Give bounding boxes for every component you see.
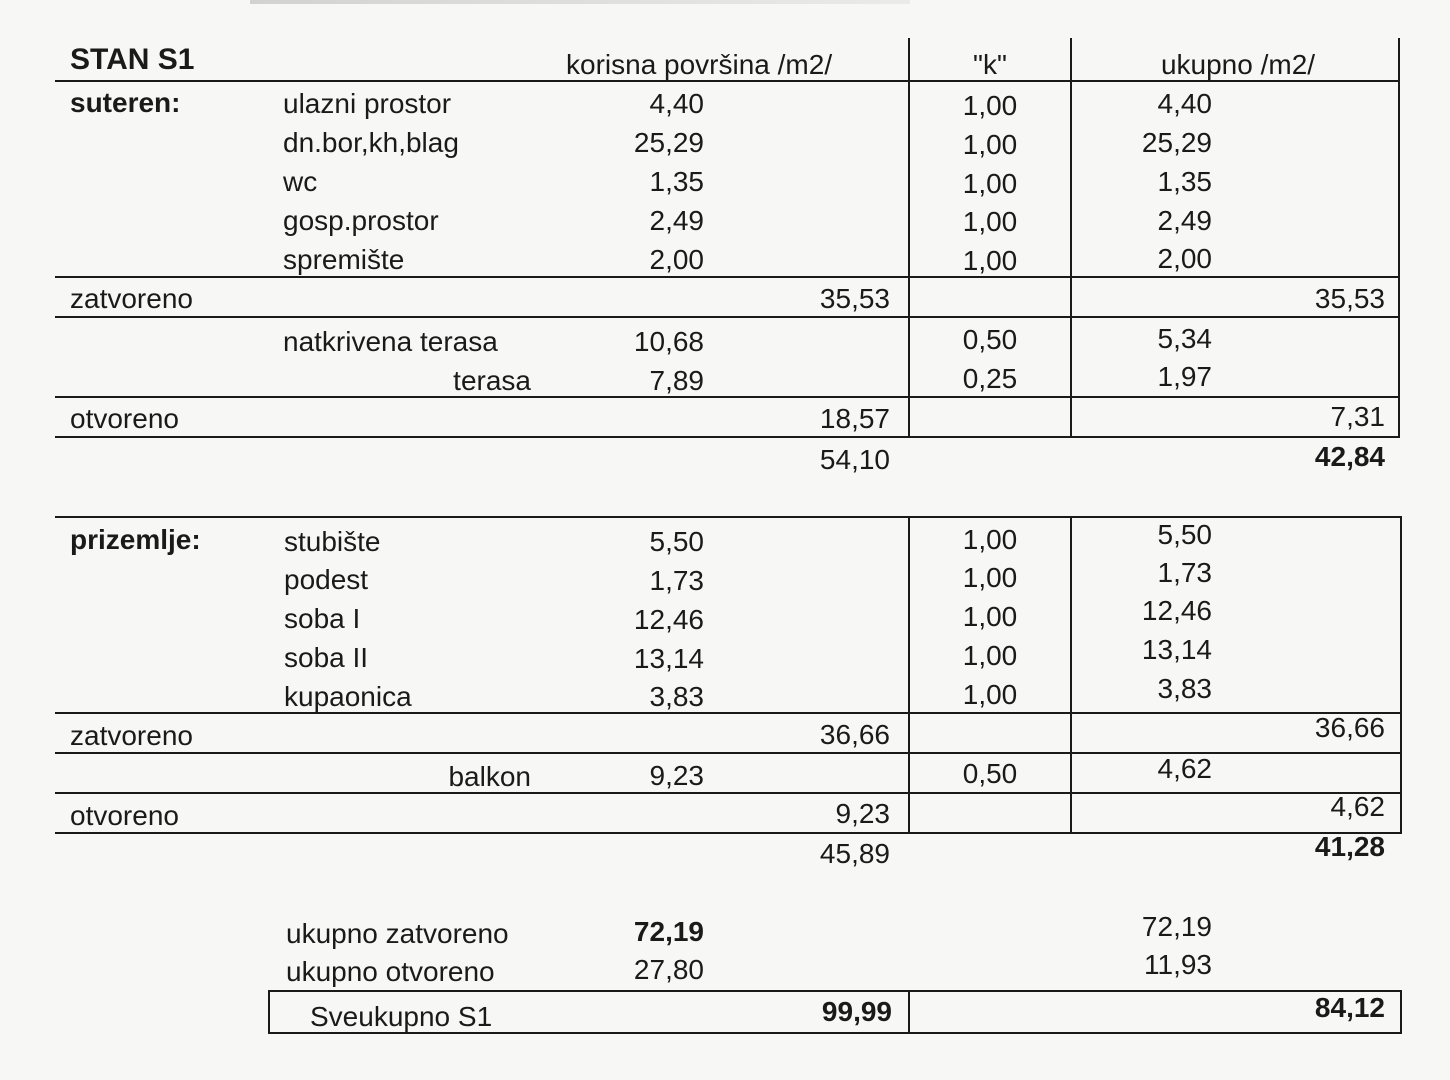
room-k: 1,00 xyxy=(962,90,1018,121)
summary-label: ukupno zatvoreno xyxy=(286,918,509,949)
column-divider xyxy=(1070,82,1072,276)
column-divider xyxy=(1070,712,1072,752)
row-rule xyxy=(55,792,1402,794)
column-divider xyxy=(1070,752,1072,792)
room-k: 1,00 xyxy=(962,679,1018,710)
room-total: 25,29 xyxy=(1141,127,1212,158)
summary-area: 27,80 xyxy=(633,954,704,985)
room-k: 1,00 xyxy=(962,206,1018,237)
room-name: podest xyxy=(284,564,369,595)
section-sum-area: 45,89 xyxy=(819,838,890,869)
room-total: 12,46 xyxy=(1141,595,1212,626)
grand-total-total: 84,12 xyxy=(1314,992,1385,1023)
column-divider xyxy=(908,516,910,712)
column-divider xyxy=(1400,516,1402,712)
column-divider xyxy=(1070,516,1072,712)
room-name: dn.bor,kh,blag xyxy=(283,127,459,158)
row-rule xyxy=(55,832,1402,834)
room-total: 1,35 xyxy=(1157,166,1212,197)
column-divider xyxy=(1400,712,1402,752)
room-name: spremište xyxy=(283,244,405,275)
room-k: 1,00 xyxy=(962,601,1018,632)
room-k: 1,00 xyxy=(962,640,1018,671)
room-name: wc xyxy=(283,166,318,197)
room-total: 4,40 xyxy=(1157,88,1212,119)
room-area: 13,14 xyxy=(633,643,704,674)
section-sum-area: 54,10 xyxy=(819,444,890,475)
row-rule xyxy=(55,276,1400,278)
room-area: 12,46 xyxy=(633,604,704,635)
room-k: 1,00 xyxy=(962,245,1018,276)
row-rule xyxy=(55,396,1400,398)
room-k: 1,00 xyxy=(962,129,1018,160)
room-total: 3,83 xyxy=(1157,673,1212,704)
room-area: 1,35 xyxy=(649,166,704,197)
subtotal-label: otvoreno xyxy=(70,800,179,831)
room-total: 1,97 xyxy=(1157,361,1212,392)
room-k: 1,00 xyxy=(962,168,1018,199)
scan-artifact xyxy=(250,0,910,4)
subtotal-label: zatvoreno xyxy=(70,283,193,314)
room-name: balkon xyxy=(448,761,531,792)
column-divider xyxy=(908,316,910,396)
row-rule xyxy=(55,436,1400,438)
room-total: 4,62 xyxy=(1157,753,1212,784)
room-k: 1,00 xyxy=(962,524,1018,555)
room-total: 2,49 xyxy=(1157,205,1212,236)
header-area: korisna površina /m2/ xyxy=(566,49,833,80)
header-rule xyxy=(55,80,1400,82)
header-k: "k" xyxy=(973,49,1007,80)
column-divider xyxy=(1400,792,1402,832)
summary-total: 11,93 xyxy=(1144,949,1212,980)
room-area: 1,73 xyxy=(649,565,704,596)
row-rule xyxy=(55,316,1400,318)
subtotal-area: 35,53 xyxy=(819,283,890,314)
room-name: soba II xyxy=(284,642,369,673)
summary-label: ukupno otvoreno xyxy=(286,956,495,987)
room-k: 0,50 xyxy=(962,324,1018,355)
subtotal-area: 9,23 xyxy=(835,798,890,829)
column-divider xyxy=(908,712,910,752)
grand-total-label: Sveukupno S1 xyxy=(310,1001,493,1032)
header-divider-k xyxy=(908,38,910,82)
section-sum-total: 42,84 xyxy=(1314,441,1385,472)
column-divider xyxy=(1070,316,1072,396)
room-area: 4,40 xyxy=(649,88,704,119)
grand-total-area: 99,99 xyxy=(821,996,892,1027)
header-divider-total xyxy=(1070,38,1072,82)
room-total: 1,73 xyxy=(1157,557,1212,588)
room-area: 25,29 xyxy=(633,127,704,158)
column-divider xyxy=(908,82,910,276)
room-name: ulazni prostor xyxy=(283,88,452,119)
room-name: terasa xyxy=(453,365,531,396)
room-area: 9,23 xyxy=(649,760,704,791)
section-title-suteren: suteren: xyxy=(70,87,181,118)
room-area: 5,50 xyxy=(649,526,704,557)
room-name: gosp.prostor xyxy=(283,205,439,236)
room-total: 13,14 xyxy=(1141,634,1212,665)
column-divider xyxy=(908,752,910,792)
section-title-prizemlje: prizemlje: xyxy=(70,524,201,555)
room-k: 0,25 xyxy=(962,363,1018,394)
subtotal-area: 36,66 xyxy=(819,719,890,750)
room-total: 2,00 xyxy=(1157,243,1212,274)
column-divider xyxy=(908,276,910,316)
room-area: 7,89 xyxy=(649,365,704,396)
column-divider xyxy=(1400,752,1402,792)
column-divider xyxy=(1398,276,1400,316)
room-area: 10,68 xyxy=(633,326,704,357)
room-name: stubište xyxy=(284,526,381,557)
row-rule xyxy=(55,712,1402,714)
subtotal-total: 35,53 xyxy=(1314,283,1385,314)
room-total: 5,34 xyxy=(1157,323,1212,354)
subtotal-total: 7,31 xyxy=(1330,401,1385,432)
room-name: natkrivena terasa xyxy=(283,326,498,357)
page-title: STAN S1 xyxy=(70,43,195,76)
room-area: 2,49 xyxy=(649,205,704,236)
subtotal-total: 36,66 xyxy=(1314,712,1385,743)
row-rule xyxy=(55,516,1402,518)
summary-area: 72,19 xyxy=(633,916,704,947)
subtotal-area: 18,57 xyxy=(819,403,890,434)
column-divider xyxy=(1398,82,1400,276)
room-name: soba I xyxy=(284,603,361,634)
summary-total: 72,19 xyxy=(1141,911,1212,942)
room-area: 2,00 xyxy=(649,244,704,275)
column-divider xyxy=(1398,316,1400,396)
header-divider-right xyxy=(1398,38,1400,82)
subtotal-label: zatvoreno xyxy=(70,720,193,751)
column-divider xyxy=(908,792,910,832)
room-area: 3,83 xyxy=(649,681,704,712)
subtotal-total: 4,62 xyxy=(1330,791,1385,822)
column-divider xyxy=(908,396,910,436)
column-divider xyxy=(1070,396,1072,436)
column-divider xyxy=(1070,276,1072,316)
room-k: 1,00 xyxy=(962,562,1018,593)
column-divider xyxy=(1070,792,1072,832)
room-total: 5,50 xyxy=(1157,519,1212,550)
room-k: 0,50 xyxy=(962,758,1018,789)
column-divider xyxy=(1398,396,1400,436)
subtotal-label: otvoreno xyxy=(70,403,179,434)
section-sum-total: 41,28 xyxy=(1314,831,1385,862)
header-total: ukupno /m2/ xyxy=(1160,49,1316,80)
room-name: kupaonica xyxy=(284,681,412,712)
column-divider xyxy=(908,990,910,1034)
